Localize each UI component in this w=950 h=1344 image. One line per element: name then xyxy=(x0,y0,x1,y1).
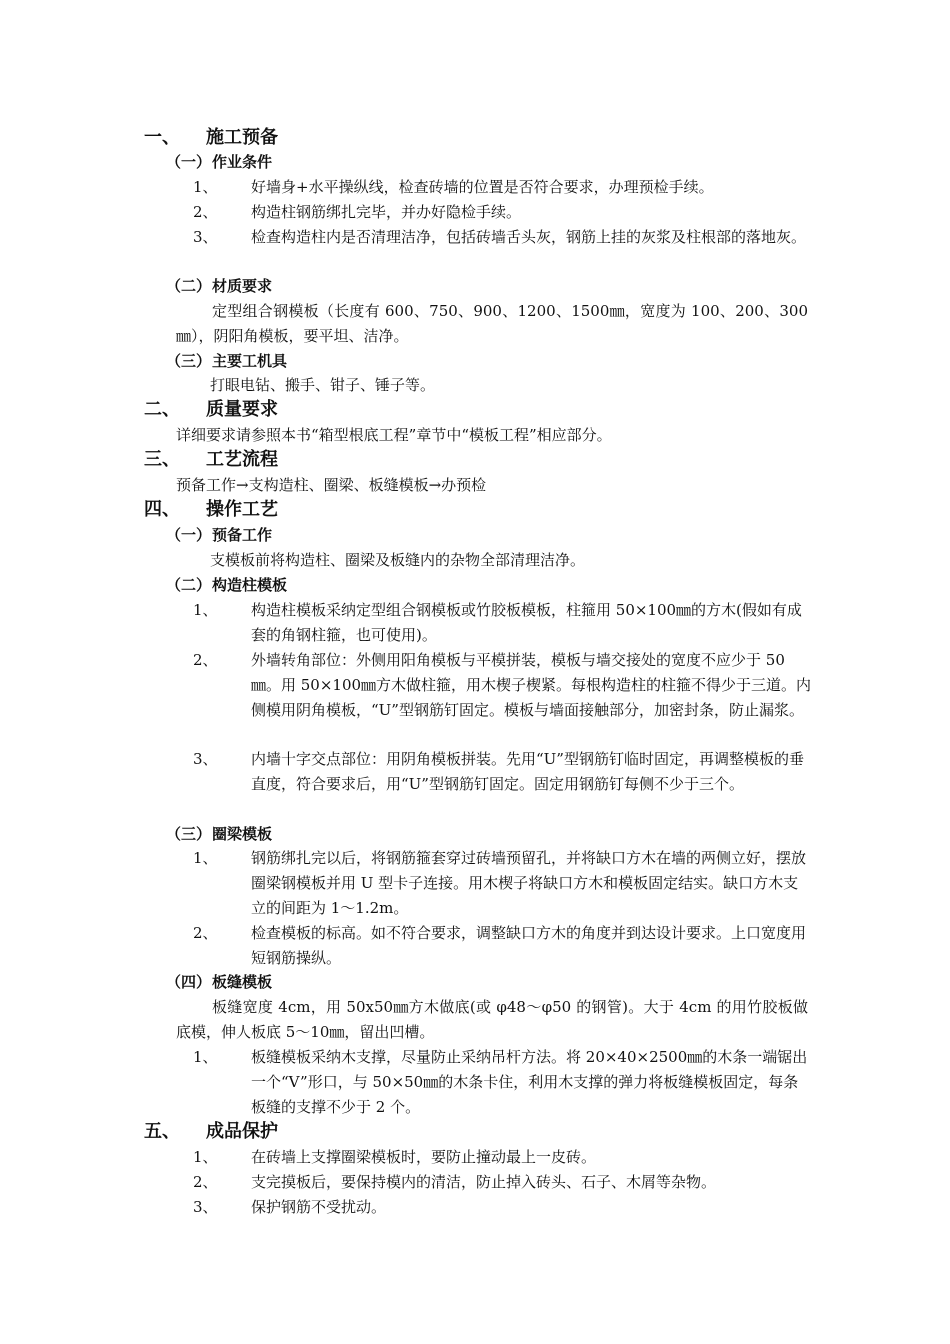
item-text: 板缝模板采纳木支撑，尽量防止采纳吊杆方法。将 20×40×2500㎜的木条一端锯出一个“V”形口，与 50×50㎜的木条卡住，利用木支撑的弹力将板缝模板固定，每条板缝的支撑不少于 2 个。 xyxy=(251,1048,808,1116)
item-number: 3、 xyxy=(193,1198,218,1216)
item-number: 1、 xyxy=(193,849,218,867)
subsection-number: （一） xyxy=(166,153,212,171)
item-number: 1、 xyxy=(193,178,218,196)
item-number: 2、 xyxy=(193,651,218,669)
subsection-heading-4-2 xyxy=(166,574,287,596)
subsection-heading-1-2 xyxy=(166,275,272,297)
section-title: 工艺流程 xyxy=(206,449,278,470)
item-text: 内墙十字交点部位：用阴角模板拼装。先用“U”型钢筋钉临时固定，再调整模板的垂直度，符合要求后，用“U”型钢筋钉固定。固定用钢筋钉每侧不少于三个。 xyxy=(251,750,804,793)
item-text: 支完摸板后，要保持模内的清洁，防止掉入砖头、石子、木屑等杂物。 xyxy=(251,1173,717,1191)
subsection-title: 圈梁模板 xyxy=(212,825,273,843)
item-number: 1、 xyxy=(193,1048,218,1066)
subsection-title: 预备工作 xyxy=(212,526,273,544)
item-number: 3、 xyxy=(193,228,218,246)
item-text: 检查构造柱内是否清理洁净，包括砖墙舌头灰，钢筋上挂的灰浆及柱根部的落地灰。 xyxy=(251,228,807,246)
item-number: 1、 xyxy=(193,1148,218,1166)
item-number: 2、 xyxy=(193,203,218,221)
item-number: 3、 xyxy=(193,750,218,768)
section-heading-3 xyxy=(144,448,278,472)
item-text: 构造柱钢筋绑扎完毕，并办好隐检手续。 xyxy=(251,203,522,221)
subsection-heading-4-4 xyxy=(166,971,272,993)
item-text: 外墙转角部位：外侧用阳角模板与平模拼装，模板与墙交接处的宽度不应少于 50㎜。用 50×100㎜方木做柱箍，用木楔子楔紧。每根构造柱的柱箍不得少于三道。内侧模用阴角模板，“U”型钢筋钉固定。模板与墙面接触部分，加密封条，防止漏浆。 xyxy=(251,651,812,719)
item-text: 保护钢筋不受扰动。 xyxy=(251,1198,387,1216)
subsection-heading-1-1 xyxy=(166,151,272,173)
item-text: 钢筋绑扎完以后，将钢筋箍套穿过砖墙预留孔，并将缺口方木在墙的两侧立好，摆放圈梁钢模板并用 U 型卡子连接。用木楔子将缺口方木和模板固定结实。缺口方木支立的间距为 1～1.2m。 xyxy=(251,849,807,917)
section-title: 质量要求 xyxy=(206,399,278,420)
section-title: 操作工艺 xyxy=(206,499,278,520)
subsection-number: （三） xyxy=(166,825,212,843)
subsection-title: 材质要求 xyxy=(212,277,273,295)
section-heading-2 xyxy=(144,398,278,422)
subsection-number: （二） xyxy=(166,576,212,594)
section-heading-1 xyxy=(144,126,278,150)
paragraph: 定型组合钢模板（长度有 600、750、900、1200、1500㎜，宽度为 100、200、300㎜），阴阳角模板，要平坦、洁净。 xyxy=(176,302,808,345)
item-text: 在砖墙上支撑圈梁模板时，要防止撞动最上一皮砖。 xyxy=(251,1148,597,1166)
process-flow: 预备工作→支构造柱、圈梁、板缝模板→办预检 xyxy=(176,476,487,494)
item-text: 构造柱模板采纳定型组合钢模板或竹胶板模板，柱箍用 50×100㎜的方木(假如有成套的角钢柱箍，也可使用)。 xyxy=(251,601,802,644)
item-number: 2、 xyxy=(193,924,218,942)
subsection-title: 构造柱模板 xyxy=(212,576,288,594)
subsection-title: 板缝模板 xyxy=(212,973,273,991)
paragraph: 详细要求请参照本书“箱型根底工程”章节中“模板工程”相应部分。 xyxy=(176,426,612,444)
subsection-title: 作业条件 xyxy=(212,153,273,171)
item-number: 1、 xyxy=(193,601,218,619)
subsection-number: （三） xyxy=(166,352,212,370)
section-number: 一、 xyxy=(144,127,180,148)
item-text: 好墙身+水平操纵线，检查砖墙的位置是否符合要求，办理预检手续。 xyxy=(251,178,714,196)
item-number: 2、 xyxy=(193,1173,218,1191)
paragraph: 支模板前将构造柱、圈梁及板缝内的杂物全部清理洁净。 xyxy=(210,551,586,569)
subsection-number: （四） xyxy=(166,973,212,991)
paragraph: 打眼电钻、搬手、钳子、锤子等。 xyxy=(210,376,436,394)
section-number: 三、 xyxy=(144,449,180,470)
paragraph: 板缝宽度 4cm，用 50x50㎜方木做底(或 φ48～φ50 的钢管)。大于 4cm 的用竹胶板做底模，伸人板底 5～10㎜，留出凹槽。 xyxy=(176,998,808,1041)
subsection-number: （一） xyxy=(166,526,212,544)
item-text: 检查模板的标高。如不符合要求，调整缺口方木的角度并到达设计要求。上口宽度用短钢筋操纵。 xyxy=(251,924,807,967)
subsection-number: （二） xyxy=(166,277,212,295)
section-title: 成品保护 xyxy=(206,1121,278,1142)
section-heading-4 xyxy=(144,498,278,522)
section-number: 二、 xyxy=(144,399,180,420)
section-number: 四、 xyxy=(144,499,180,520)
subsection-heading-4-1 xyxy=(166,524,272,546)
subsection-heading-4-3 xyxy=(166,823,272,845)
subsection-title: 主要工机具 xyxy=(212,352,288,370)
section-number: 五、 xyxy=(144,1121,180,1142)
section-heading-5 xyxy=(144,1120,278,1144)
subsection-heading-1-3 xyxy=(166,350,287,372)
section-title: 施工预备 xyxy=(206,127,278,148)
